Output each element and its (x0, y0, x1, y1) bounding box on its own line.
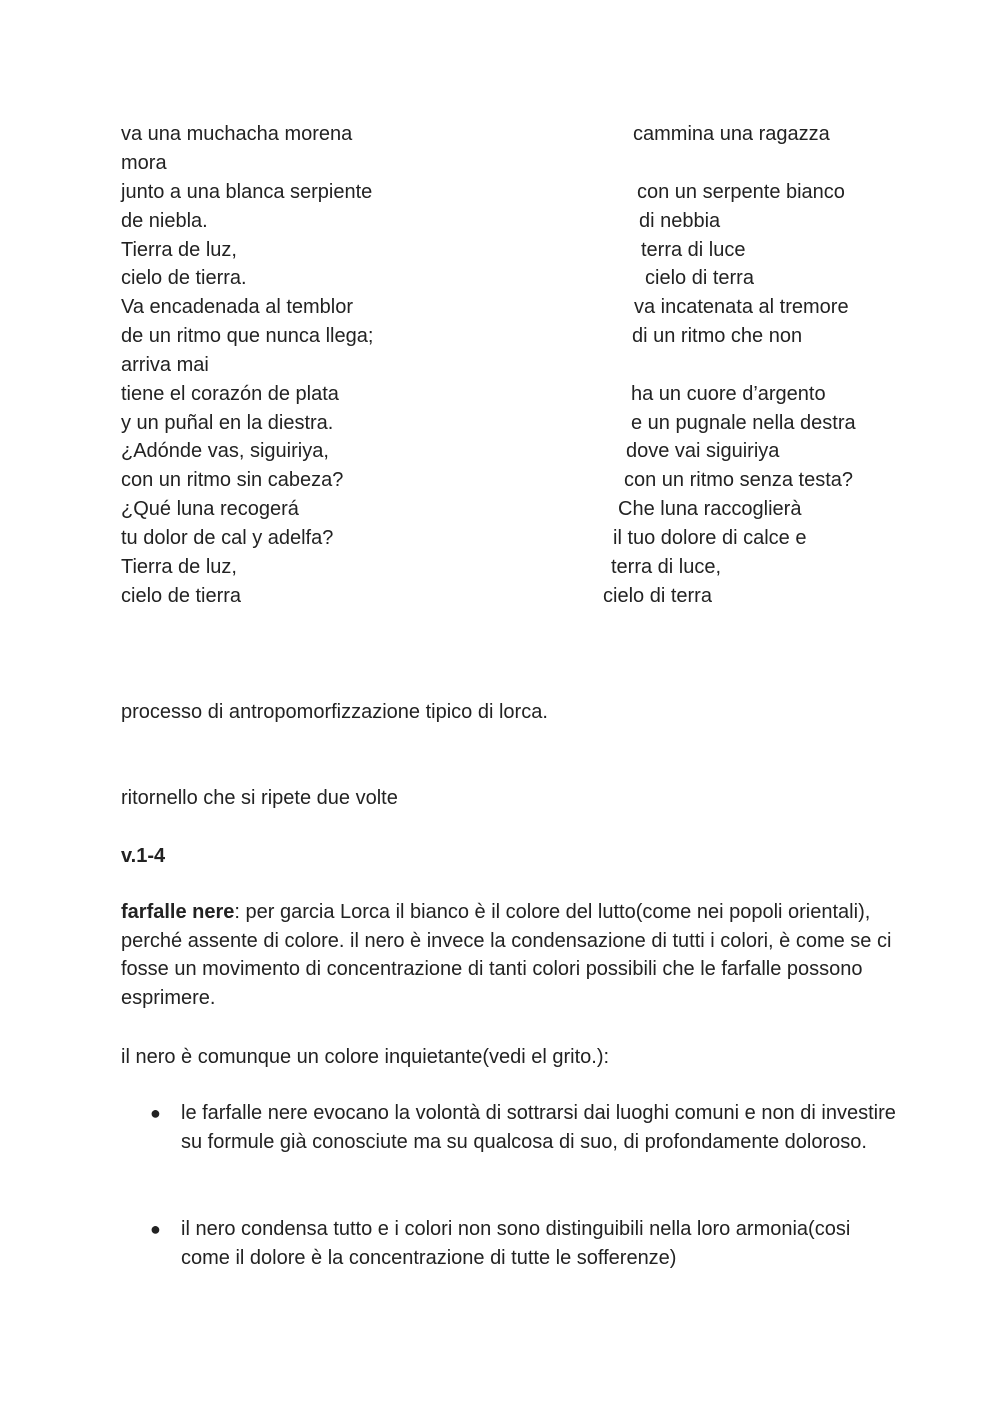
italian-line: ha un cuore d’argento (631, 383, 826, 405)
note-anthropomorphization: processo di antropomorfizzazione tipico di lorca. (121, 701, 548, 723)
italian-line: cielo di terra (645, 267, 754, 289)
italian-line: e un pugnale nella destra (631, 412, 856, 434)
italian-line: va incatenata al tremore (634, 296, 849, 318)
note-refrain: ritornello che si ripete due volte (121, 787, 398, 809)
spanish-line: cielo de tierra (121, 585, 242, 607)
italian-line: dove vai siguiriya (626, 440, 780, 462)
spanish-line: con un ritmo sin cabeza? (121, 469, 344, 491)
spanish-line: Tierra de luz, (121, 556, 237, 578)
butterflies-text: : per garcia Lorca il bianco è il colore del lutto(come nei popoli orientali), perché assente di colore. il nero è invece la condensazione di tutti i colori, è come se ci fosse un movimento di concentrazione di tanti colori possibili che le farfalle possono esprimere. (121, 901, 892, 1010)
butterflies-paragraph (121, 898, 901, 1013)
bullet-icon: ● (150, 1103, 161, 1123)
italian-line: Che luna raccoglierà (618, 498, 802, 520)
spanish-line: Tierra de luz, (121, 239, 237, 261)
bullet-text: il nero condensa tutto e i colori non sono distinguibili nella loro armonia(cosi come il dolore è la concentrazione di tutte le sofferenze) (181, 1218, 851, 1269)
spanish-line: de un ritmo que nunca llega; (121, 325, 374, 347)
spanish-line: arriva mai (121, 354, 209, 376)
italian-line: di un ritmo che non (632, 325, 803, 347)
italian-line: cielo di terra (603, 585, 712, 607)
italian-line: terra di luce (641, 239, 746, 261)
spanish-line: ¿Adónde vas, siguiriya, (121, 440, 329, 462)
bullet-icon: ● (150, 1219, 161, 1239)
spanish-line: Va encadenada al temblor (121, 296, 354, 318)
spanish-line: cielo de tierra. (121, 267, 247, 289)
spanish-line: va una muchacha morena (121, 123, 353, 145)
italian-line: con un serpente bianco (637, 181, 845, 203)
verse-heading: v.1-4 (121, 845, 166, 867)
black-intro: il nero è comunque un colore inquietante(vedi el grito.): (121, 1046, 610, 1068)
butterflies-term: farfalle nere (121, 901, 235, 923)
spanish-line: tu dolor de cal y adelfa? (121, 527, 334, 549)
spanish-line: ¿Qué luna recogerá (121, 498, 299, 520)
spanish-line: mora (121, 152, 167, 174)
italian-line: di nebbia (639, 210, 721, 232)
italian-line: il tuo dolore di calce e (613, 527, 807, 549)
bullet-text: le farfalle nere evocano la volontà di sottrarsi dai luoghi comuni e non di investire su formule già conosciute ma su qualcosa di suo, di profondamente doloroso. (181, 1102, 896, 1153)
spanish-line: junto a una blanca serpiente (121, 181, 373, 203)
italian-line: cammina una ragazza (633, 123, 830, 145)
spanish-line: y un puñal en la diestra. (121, 412, 334, 434)
spanish-line: tiene el corazón de plata (121, 383, 339, 405)
italian-line: terra di luce, (611, 556, 722, 578)
italian-line: con un ritmo senza testa? (624, 469, 854, 491)
spanish-line: de niebla. (121, 210, 208, 232)
